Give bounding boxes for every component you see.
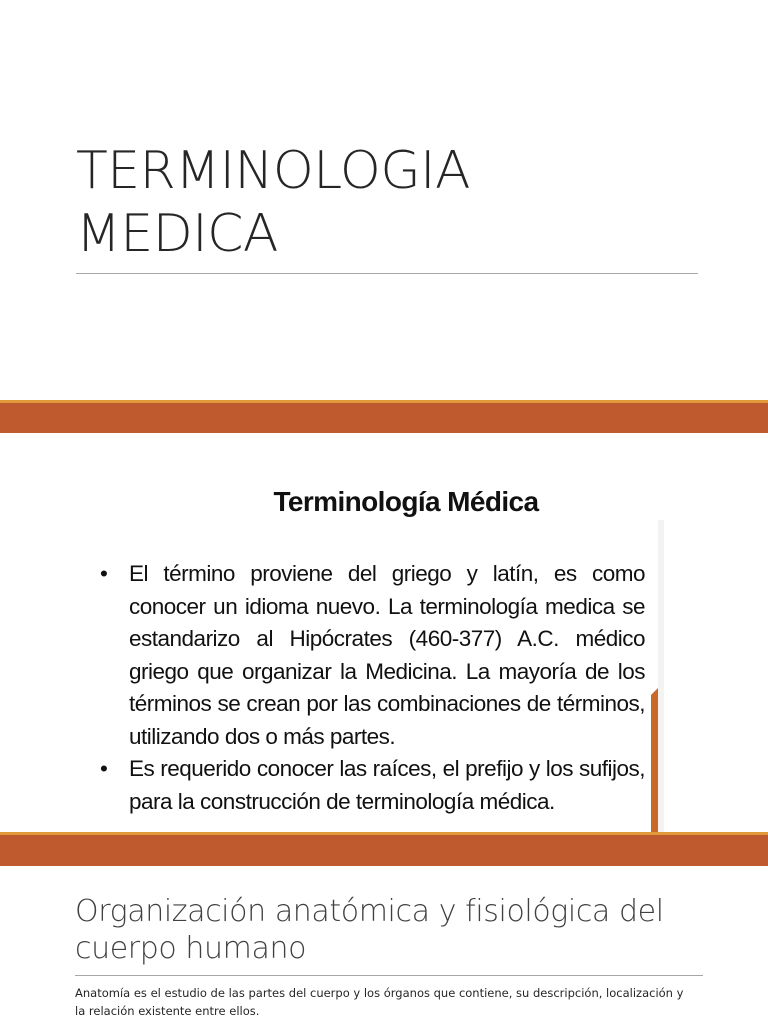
orange-accent-bar [651, 695, 658, 832]
title-divider [76, 273, 698, 274]
slide-separator-band [0, 400, 768, 433]
list-item [100, 753, 645, 818]
embedded-bullet-list [100, 558, 645, 818]
band-highlight [0, 832, 768, 835]
band-highlight [0, 400, 768, 403]
orange-accent-tip [651, 688, 658, 695]
embedded-image-edge [658, 520, 664, 832]
bullet-text: El término proviene del griego y latín, es como conocer un idioma nuevo. La terminología medica se estandarizo al Hipócrates (460-377) A.C. médico griego que organizar la Medicina. La mayoría de los términos se crean por las combinaciones de términos, utilizando dos o más partes. [129, 561, 645, 749]
slide-title-line-1: TERMINOLOGIA [76, 141, 471, 201]
list-item [100, 558, 645, 753]
embedded-slide-title: Terminología Médica [273, 486, 539, 517]
section-title: Organización anatómica y fisiológica del cuerpo humano [75, 894, 664, 966]
bullet-icon: • [100, 561, 108, 586]
slide-title-line-2: MEDICA [76, 204, 278, 264]
section-divider [75, 975, 703, 976]
embedded-slide-image [100, 460, 658, 832]
bullet-text: Es requerido conocer las raíces, el prefijo y los sufijos, para la construcción de terminología médica. [129, 756, 645, 814]
slide-title [76, 140, 696, 266]
bullet-icon: • [100, 756, 108, 781]
slide-separator-band [0, 832, 768, 866]
section-body-text: Anatomía es el estudio de las partes del cuerpo y los órganos que contiene, su descripción, localización y la relación existente entre ellos. [75, 986, 684, 1018]
